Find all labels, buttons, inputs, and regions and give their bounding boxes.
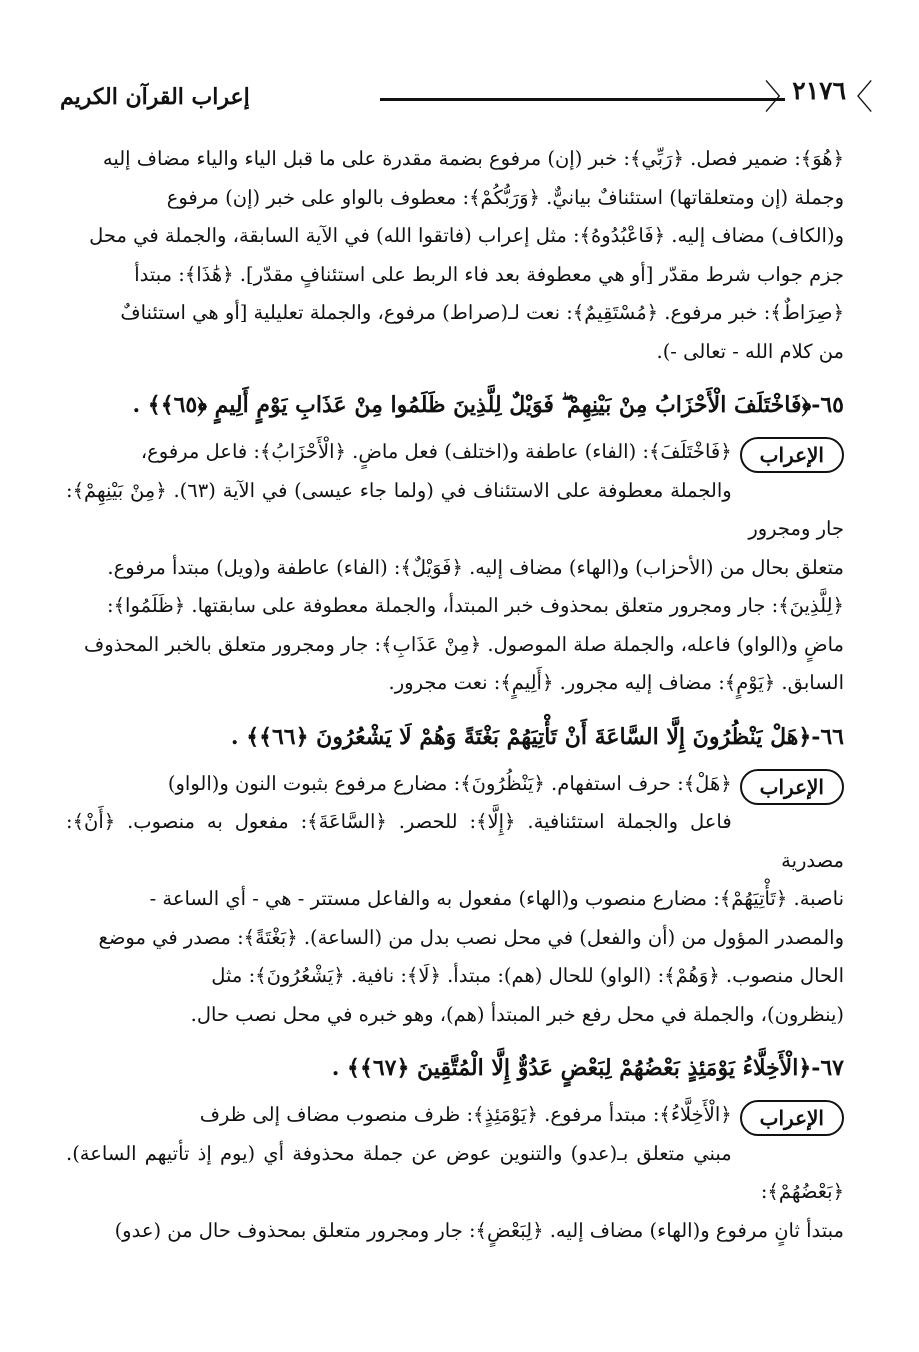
irab-badge: الإعراب xyxy=(740,437,844,473)
text-line: (ينظرون)، والجملة في محل رفع خبر المبتدأ (هم)، وهو خبره في محل نصب حال. xyxy=(190,1002,844,1026)
verse-text: ٦٥-﴿فَاخْتَلَفَ الْأَحْزَابُ مِنْ بَيْنِهِمْ ۖ فَوَيْلٌ لِلَّذِينَ ظَلَمُوا مِنْ عَذَابِ يَوْمٍ أَلِيمٍ ﴿٦٥﴾﴾ . xyxy=(132,392,844,418)
text-line: فاعل والجملة استئنافية. ﴿إِلَّا﴾: للحصر. ﴿السَّاعَةَ﴾: مفعول به منصوب. ﴿أَنْ﴾: مصدرية xyxy=(66,810,844,872)
verse-text: ٦٦-﴿هَلْ يَنْظُرُونَ إِلَّا السَّاعَةَ أَنْ تَأْتِيَهُمْ بَغْتَةً وَهُمْ لَا يَشْعُرُونَ ﴿٦٦﴾﴾ . xyxy=(230,723,844,750)
text-line: مبني متعلق بـ(عدو) والتنوين عوض عن جملة محذوفة أي (يوم إذ تأتيهم الساعة). ﴿بَعْضُهُمْ﴾: xyxy=(66,1141,844,1203)
text-line: ﴿صِرَاطٌ﴾: خبر مرفوع. ﴿مُسْتَقِيمٌ﴾: نعت لـ(صراط) مرفوع، والجملة تعليلية [أو هي استئنافٌ xyxy=(120,301,844,324)
verse-section-67 xyxy=(66,1046,844,1250)
text-line: ماضٍ و(الواو) فاعله، والجملة صلة الموصول. ﴿مِنْ عَذَابِ﴾: جار ومجرور متعلق بالخبر المحذوف xyxy=(84,632,844,656)
text-line: الحال منصوب. ﴿وَهُمْ﴾: (الواو) للحال (هم): مبتدأ. ﴿لَا﴾: نافية. ﴿يَشْعُرُونَ﴾: مثل xyxy=(211,964,844,987)
verse-text: ٦٧-﴿الْأَخِلَّاءُ يَوْمَئِذٍ بَعْضُهُمْ لِبَعْضٍ عَدُوٌّ إِلَّا الْمُتَّقِينَ ﴿٦٧﴾﴾ . xyxy=(331,1055,844,1081)
header-rule xyxy=(380,98,785,101)
text-line: وجملة (إن ومتعلقاتها) استئنافٌ بيانيٌّ. ﴿وَرَبُّكُمْ﴾: معطوف بالواو على خبر (إن) مرفوع xyxy=(166,185,844,209)
page-header xyxy=(60,70,860,120)
page-number: 〈 ٢١٧٦ 〉 xyxy=(778,76,860,105)
verse-section-65 xyxy=(66,383,844,703)
text-line: من كلام الله - تعالى -). xyxy=(656,339,844,363)
text-line: ﴿فَاخْتَلَفَ﴾: (الفاء) عاطفة و(اختلف) فعل ماضٍ. ﴿الْأَحْزَابُ﴾: فاعل مرفوع، xyxy=(140,440,732,463)
irab-block xyxy=(66,765,844,1035)
text-line: السابق. ﴿يَوْمٍ﴾: مضاف إليه مجرور. ﴿أَلِيمٍ﴾: نعت مجرور. xyxy=(388,671,844,694)
text-line: ﴿الْأَخِلَّاءُ﴾: مبتدأ مرفوع. ﴿يَوْمَئِذٍ﴾: ظرف منصوب مضاف إلى ظرف xyxy=(199,1103,732,1126)
intro-paragraph xyxy=(66,140,844,371)
page-body xyxy=(66,140,844,1250)
text-line: ﴿هَلْ﴾: حرف استفهام. ﴿يَنْظُرُونَ﴾: مضارع مرفوع بثبوت النون و(الواو) xyxy=(167,771,732,795)
text-line: ناصبة. ﴿تَأْتِيَهُمْ﴾: مضارع منصوب و(الهاء) مفعول به والفاعل مستتر - هي - أي الساعة - xyxy=(149,887,844,910)
running-title: إعراب القرآن الكريم xyxy=(60,84,250,110)
text-line: و(الكاف) مضاف إليه. ﴿فَاعْبُدُوهُ﴾: مثل إعراب (فاتقوا الله) في الآية السابقة، والجملة في محل xyxy=(89,224,844,247)
text-line: مبتدأ ثانٍ مرفوع و(الهاء) مضاف إليه. ﴿لِبَعْضٍ﴾: جار ومجرور متعلق بمحذوف حال من (عدو) xyxy=(114,1218,844,1242)
text-line: ﴿هُوَ﴾: ضمير فصل. ﴿رَبِّي﴾: خبر (إن) مرفوع بضمة مقدرة على ما قبل الياء والياء مضاف إليه xyxy=(102,147,844,170)
text-line: والمصدر المؤول من (أن والفعل) في محل نصب بدل من (الساعة). ﴿بَغْتَةً﴾: مصدر في موضع xyxy=(98,925,844,949)
irab-block xyxy=(66,433,844,703)
text-line: متعلق بحال من (الأحزاب) و(الهاء) مضاف إليه. ﴿فَوَيْلٌ﴾: (الفاء) عاطفة و(ويل) مبتدأ مرفوع. xyxy=(107,555,844,579)
irab-badge: الإعراب xyxy=(740,1100,844,1136)
text-line: ﴿لِلَّذِينَ﴾: جار ومجرور متعلق بمحذوف خبر المبتدأ، والجملة معطوفة على سابقتها. ﴿ظَلَمُوا﴾: xyxy=(107,594,844,617)
text-line: والجملة معطوفة على الاستئناف في (ولما جاء عيسى) في الآية (٦٣). ﴿مِنْ بَيْنِهِمْ﴾: جار ومجرور xyxy=(66,478,844,540)
irab-badge: الإعراب xyxy=(740,769,844,805)
verse-section-66 xyxy=(66,715,844,1035)
irab-block xyxy=(66,1096,844,1250)
text-line: جزم جواب شرط مقدّر [أو هي معطوفة بعد فاء الربط على استئنافٍ مقدّر]. ﴿هَٰذَا﴾: مبتدأ xyxy=(134,262,844,286)
